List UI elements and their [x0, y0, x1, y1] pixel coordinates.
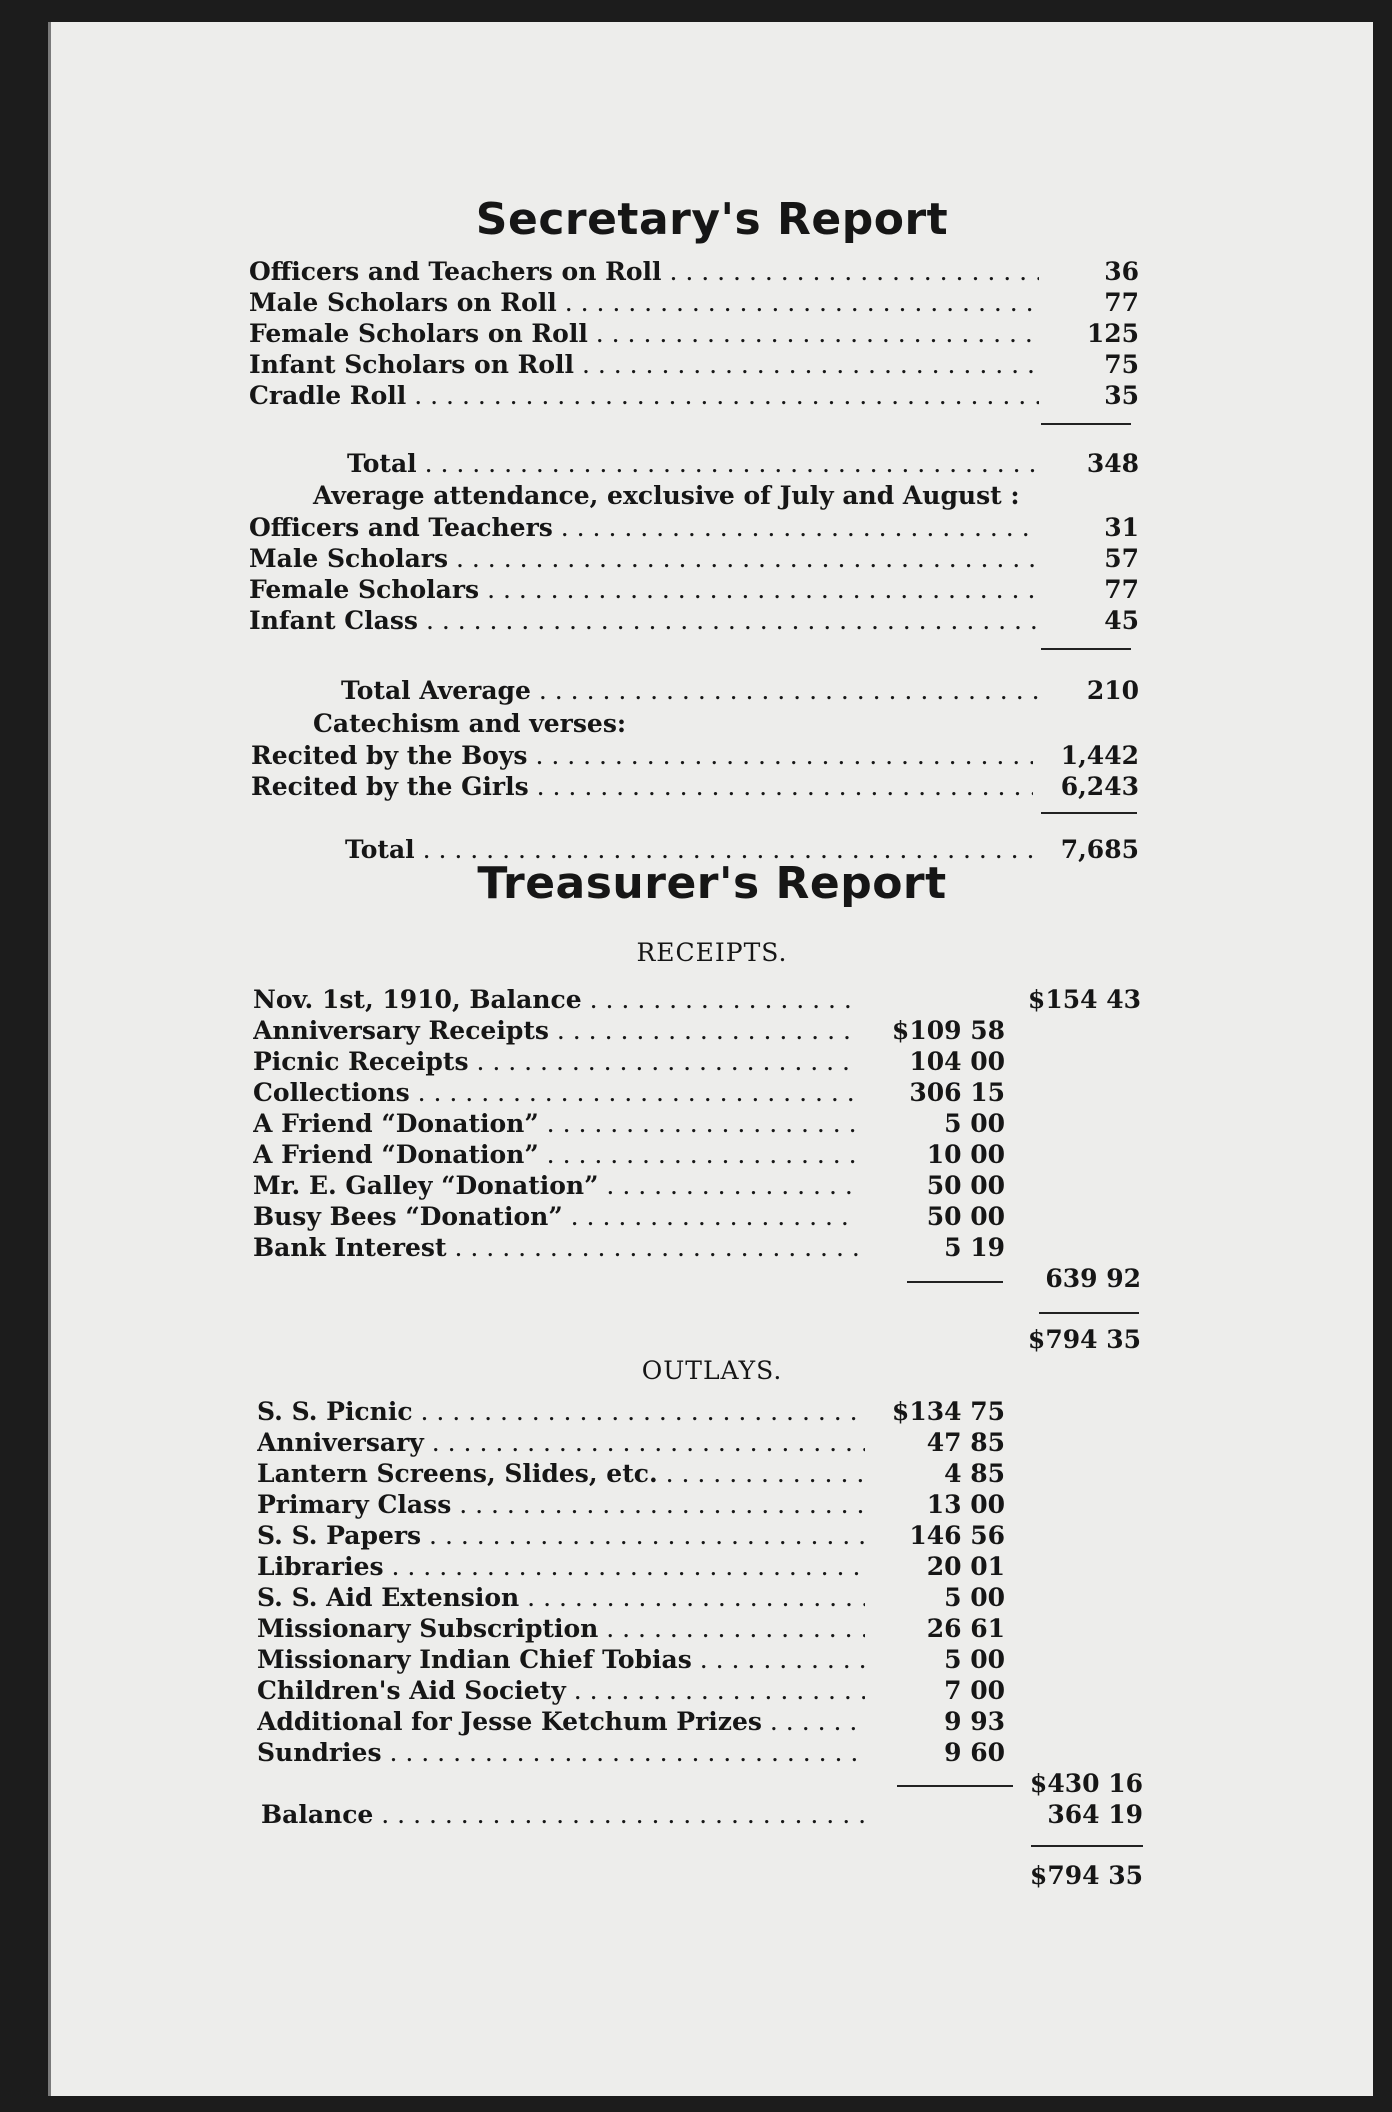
grand-total-rule	[1031, 1845, 1143, 1847]
subtotal-rule	[907, 1281, 1003, 1283]
total-rule	[1041, 812, 1137, 814]
outlays-heading: OUTLAYS.	[641, 1356, 783, 1385]
report-page: Secretary's Report Officers and Teachers on Roll . . . 36 Male Scholars on Roll . . . 77 Female Scholars on Roll . . . 125 Infant Scholars on Roll . . . 75 Cradle Roll . . . 35 Total . . . 348 Average attendance, exclusive of July and August : Officers and Teachers . . . 31 Male Scholars . . . 57 Female Scholars . . . 77 Infant Class . . . 45 Total Average . . . 210 Catechism and verses: Recited by the Boys . . . 1,442 Recited by the Girls . . . 6,243 Total . . . 7,685 Treasurer's Report RECEIPTS. Nov. 1st, 1910, Balance . . . $154 43 Anniversary Receipts . . . $109 58 Picnic Receipts . . . 104 00 Collections . . . 306 15 A Friend “Donation” . . . 5 00 A Friend “Donation” . . . 10 00 Mr. E. Galley “Donation” . . . 50 00 Busy Bees “Donation” . . . 50 00 Bank Interest . . . 5 19 639 92 $794 35 OUTLAYS. S. S. Picnic . . . $134 75 Anniversary . . . 47 85 Lantern Screens, Slides, etc. . . . 4 85 Primary Class . . . 13 00 S. S. Papers . . . 146 56 Libraries . . . 20 01 S. S. Aid Extension . . . 5 00 Missionary Subscription . . . 26 61 Missionary Indian Chief Tobias . . . 5 00 Children's Aid Society . . . 7 00 Additional for Jesse Ketchum Prizes . . . 9 93 Sundries . . . 9 60 $430 16 Balance . . . 364 19 $794 35	[48, 22, 1373, 2096]
catechism-intro: Catechism and verses:	[313, 709, 627, 738]
attendance-intro: Average attendance, exclusive of July and August :	[313, 481, 1020, 510]
receipts-heading: RECEIPTS.	[636, 938, 788, 967]
treasurer-report-title: Treasurer's Report	[477, 858, 947, 909]
grand-total-rule	[1039, 1312, 1139, 1314]
total-rule	[1041, 648, 1131, 650]
total-rule	[1041, 423, 1131, 425]
secretary-report-title: Secretary's Report	[475, 194, 949, 245]
